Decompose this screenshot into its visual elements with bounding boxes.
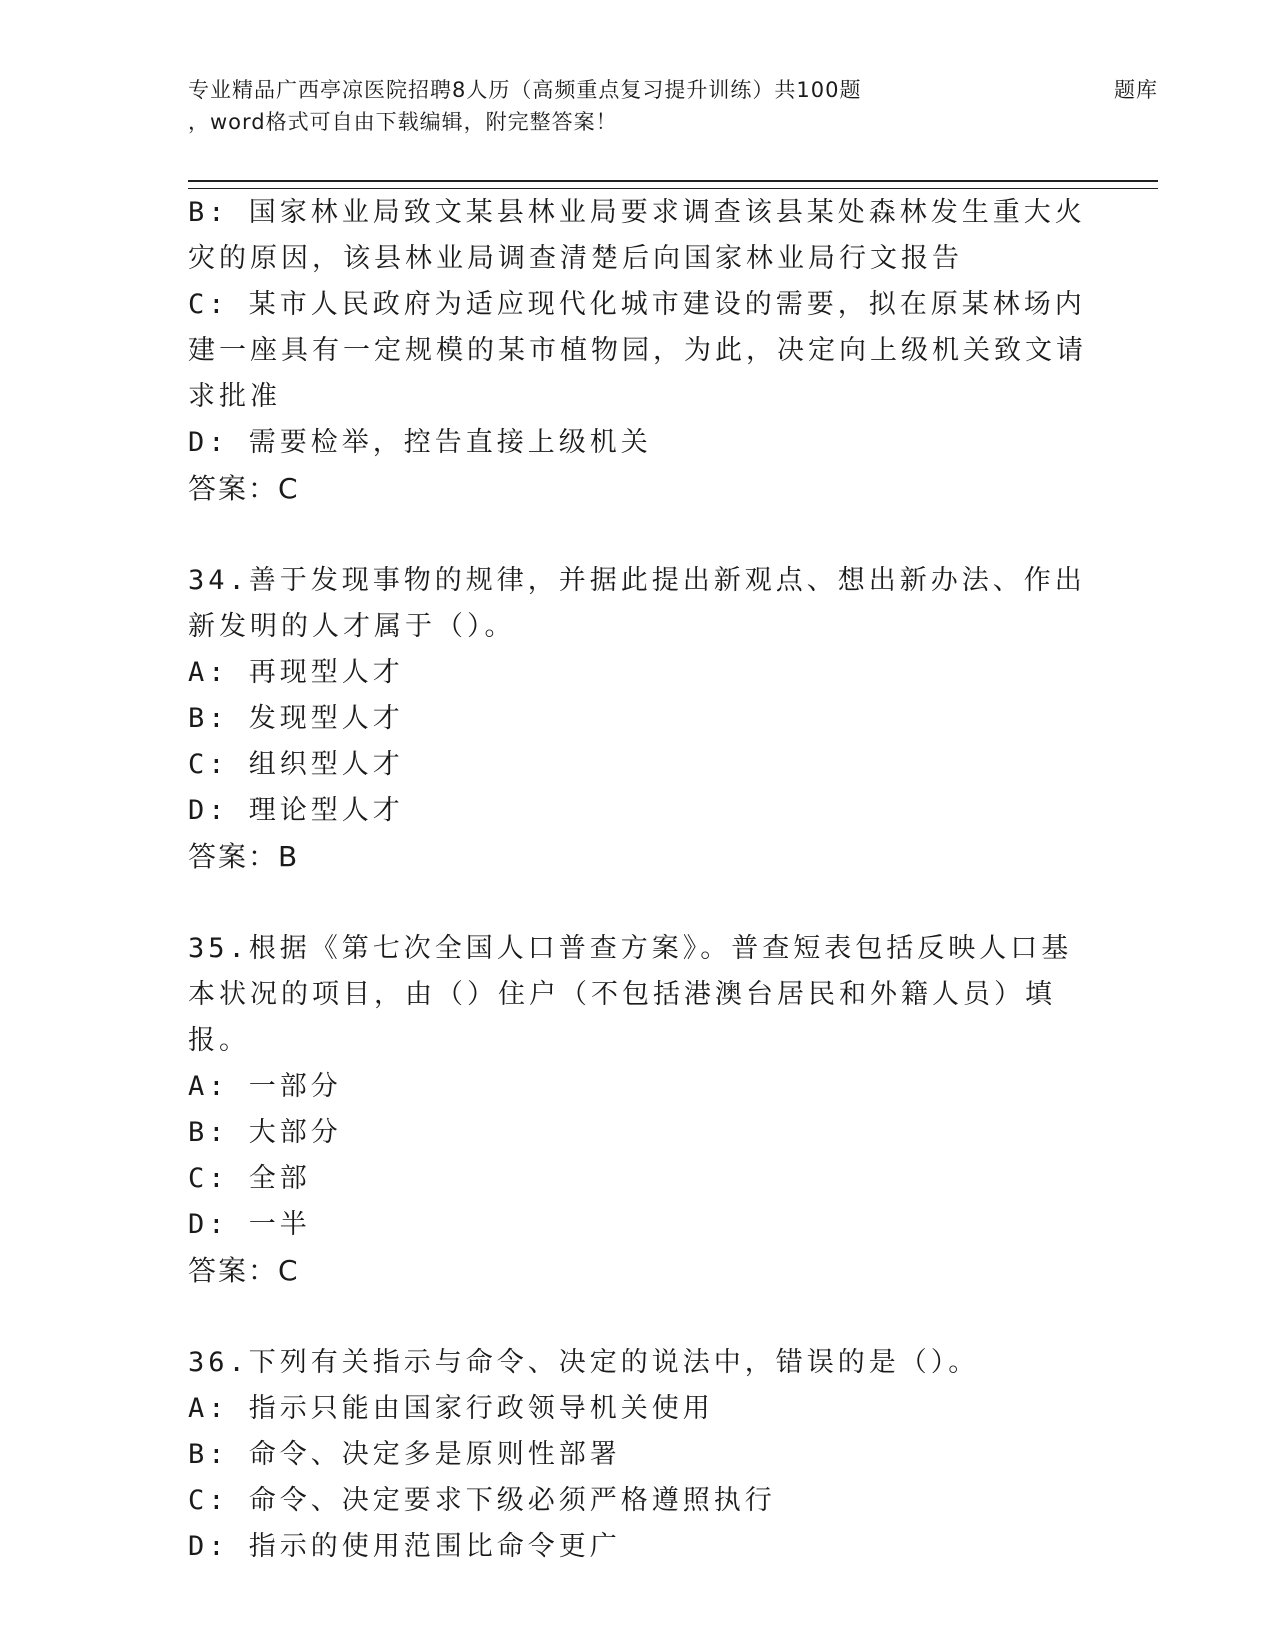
option-a: A: 再现型人才 [188,657,404,688]
option-c: C: 全部 [188,1163,311,1194]
question-stem: 34.善于发现事物的规律，并据此提出新观点、想出新办法、作出新发明的人才属于（）。 [188,565,1086,642]
page-header [188,74,1158,138]
option-c: C: 命令、决定要求下级必须严格遵照执行 [188,1485,776,1516]
header-subtitle: ，word格式可自由下载编辑，附完整答案！ [188,110,618,134]
question-33-continued [188,190,1088,512]
option-c: C: 某市人民政府为适应现代化城市建设的需要，拟在原某林场内建一座具有一定规模的某市植物园，为此，决定向上级机关致文请求批准 [188,289,1087,412]
option-b: B: 大部分 [188,1117,342,1148]
option-c: C: 组织型人才 [188,749,404,780]
document-body [188,190,1088,1570]
header-divider [188,180,1158,189]
option-b: B: 国家林业局致文某县林业局要求调查该县某处森林发生重大火灾的原因，该县林业局调查清楚后向国家林业局行文报告 [188,197,1086,274]
option-a: A: 指示只能由国家行政领导机关使用 [188,1393,714,1424]
option-d: D: 理论型人才 [188,795,404,826]
header-tag: 题库 [1114,78,1158,102]
option-d: D: 一半 [188,1209,311,1240]
question-stem: 36.下列有关指示与命令、决定的说法中，错误的是（）。 [188,1347,980,1378]
answer: 答案：C [188,1254,300,1287]
question-35 [188,926,1088,1294]
header-title-row [188,74,1158,106]
option-b: B: 发现型人才 [188,703,404,734]
option-d: D: 需要检举，控告直接上级机关 [188,427,652,458]
option-d: D: 指示的使用范围比命令更广 [188,1531,621,1562]
answer: 答案：B [188,840,300,873]
question-36 [188,1340,1088,1570]
answer: 答案：C [188,472,300,505]
option-b: B: 命令、决定多是原则性部署 [188,1439,621,1470]
question-34 [188,558,1088,880]
header-title: 专业精品广西亭凉医院招聘8人历（高频重点复习提升训练）共100题 [188,78,862,102]
question-stem: 35.根据《第七次全国人口普查方案》。普查短表包括反映人口基本状况的项目，由（）住户（不包括港澳台居民和外籍人员）填报。 [188,933,1073,1056]
option-a: A: 一部分 [188,1071,342,1102]
